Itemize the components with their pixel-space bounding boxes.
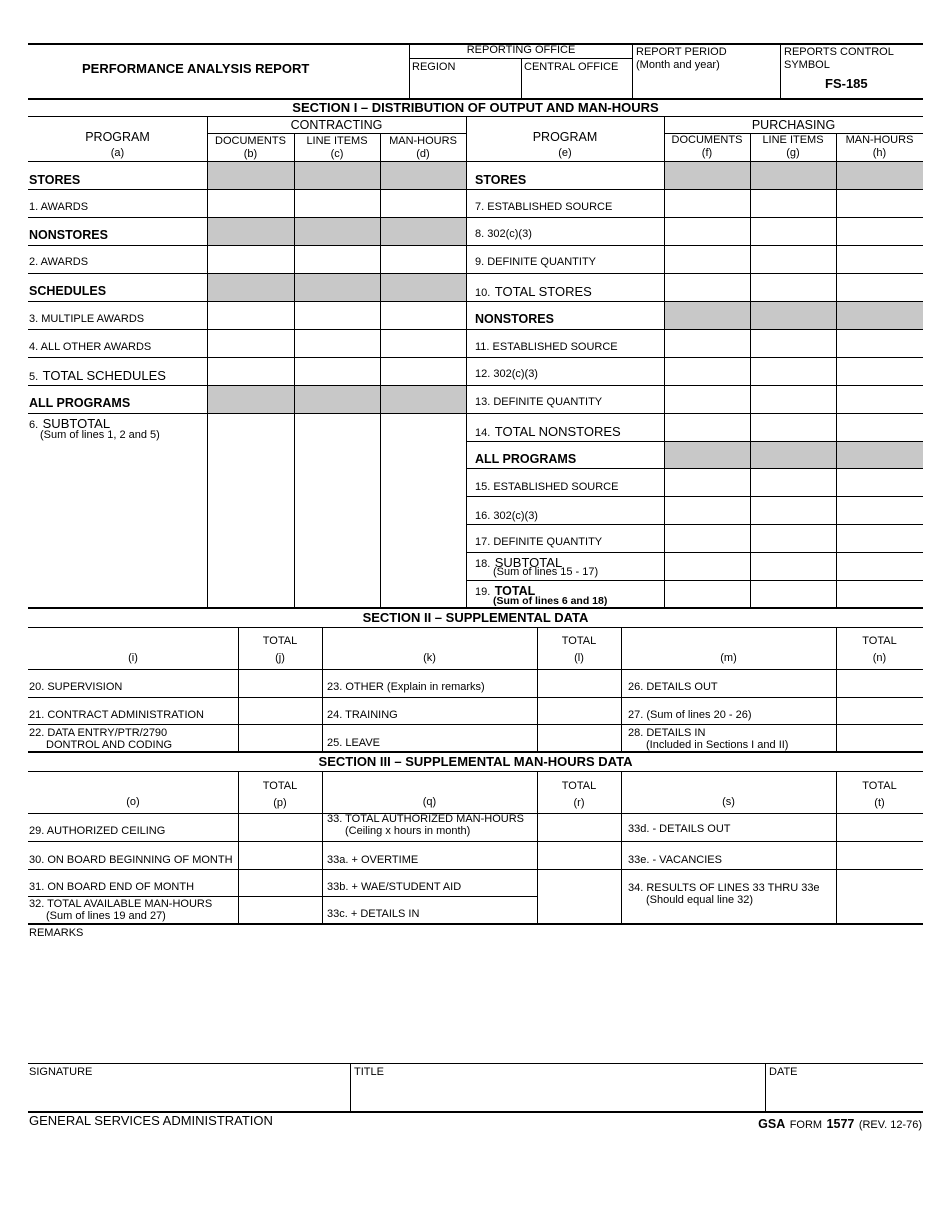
row-label-5: 5. TOTAL SCHEDULES [29, 368, 166, 383]
col-line [322, 771, 323, 923]
row-label-33a: 33a. + OVERTIME [327, 854, 419, 866]
row-label-3: 3. MULTIPLE AWARDS [29, 313, 145, 325]
shaded-cell [751, 442, 836, 468]
col-i: (i) [128, 652, 138, 664]
row-label-nonstores: NONSTORES [29, 228, 108, 242]
date-label: DATE [769, 1066, 798, 1078]
row-label-33: 33. TOTAL AUTHORIZED MAN-HOURS [327, 813, 525, 825]
contracting-header: CONTRACTING [290, 118, 383, 132]
row-label-19-sub: (Sum of lines 6 and 18) [493, 595, 608, 607]
shaded-cell [665, 162, 750, 189]
remarks-label: REMARKS [29, 927, 84, 939]
row-line [466, 496, 923, 497]
form-title: PERFORMANCE ANALYSIS REPORT [82, 61, 310, 76]
divider [28, 1063, 923, 1064]
row-label-2: 2. AWARDS [29, 256, 89, 268]
row-label-15: 15. ESTABLISHED SOURCE [475, 481, 619, 493]
row-line [28, 189, 923, 190]
total-col-p: TOTAL (p) [262, 780, 298, 810]
row-label-28: 28. DETAILS IN [628, 727, 706, 739]
shaded-cell [208, 386, 294, 413]
col-m: (m) [720, 652, 737, 664]
col-line [621, 771, 622, 923]
row-label-17: 17. DEFINITE QUANTITY [475, 536, 603, 548]
row-label-32-sub: (Sum of lines 19 and 27) [46, 910, 166, 922]
man-hours-header-d: MAN-HOURS (d) [389, 135, 457, 161]
row-label-6: 6. SUBTOTAL [29, 416, 111, 431]
shaded-cell [751, 302, 836, 329]
agency-name: GENERAL SERVICES ADMINISTRATION [29, 1113, 273, 1128]
row-label-8: 8. 302(c)(3) [475, 228, 532, 240]
row-line [28, 217, 923, 218]
row-label-nonstores-right: NONSTORES [475, 312, 554, 326]
row-label-20: 20. SUPERVISION [29, 681, 123, 693]
row-label-28-sub: (Included in Sections I and II) [646, 739, 789, 751]
report-period-label: REPORT PERIOD [636, 46, 727, 58]
report-period-sub: (Month and year) [636, 59, 720, 71]
row-label-34-sub: (Should equal line 32) [646, 894, 754, 906]
section-border [28, 607, 923, 609]
row-label-27: 27. (Sum of lines 20 - 26) [628, 709, 752, 721]
section2-title: SECTION II – SUPPLEMENTAL DATA [362, 610, 589, 625]
shaded-cell [381, 218, 466, 245]
row-label-7: 7. ESTABLISHED SOURCE [475, 201, 613, 213]
row-label-33b: 33b. + WAE/STUDENT AID [327, 881, 462, 893]
signature-label: SIGNATURE [29, 1066, 93, 1078]
col-line [380, 133, 381, 608]
row-line [836, 869, 923, 870]
col-line [750, 133, 751, 608]
divider [28, 771, 923, 772]
row-line [28, 413, 923, 414]
row-line [28, 697, 923, 698]
row-line [28, 724, 923, 725]
row-label-33c: 33c. + DETAILS IN [327, 908, 420, 920]
shaded-cell [295, 386, 380, 413]
shaded-cell [381, 386, 466, 413]
row-line [28, 869, 837, 870]
col-line [322, 627, 323, 751]
documents-header-b: DOCUMENTS (b) [215, 135, 286, 161]
reporting-office-label: REPORTING OFFICE [466, 44, 576, 56]
central-office-label: CENTRAL OFFICE [524, 61, 619, 73]
row-label-16: 16. 302(c)(3) [475, 510, 538, 522]
row-label-24: 24. TRAINING [327, 709, 398, 721]
row-label-33-sub: (Ceiling x hours in month) [345, 825, 471, 837]
row-line [28, 669, 923, 670]
total-col-l: TOTAL (l) [561, 635, 597, 665]
section-border [28, 923, 923, 925]
region-label: REGION [412, 61, 456, 73]
row-label-6-sub: (Sum of lines 1, 2 and 5) [40, 429, 160, 441]
divider [28, 116, 923, 117]
col-s: (s) [722, 796, 735, 808]
row-label-stores-right: STORES [475, 173, 527, 187]
line-items-header-c: LINE ITEMS (c) [306, 135, 368, 161]
col-o: (o) [126, 796, 140, 808]
shaded-cell [381, 162, 466, 189]
row-line [466, 468, 923, 469]
program-header-left: PROGRAM (a) [85, 130, 150, 159]
row-label-13: 13. DEFINITE QUANTITY [475, 396, 603, 408]
row-label-18: 18. SUBTOTAL [475, 555, 563, 570]
row-label-21: 21. CONTRACT ADMINISTRATION [29, 709, 205, 721]
man-hours-header-h: MAN-HOURS (h) [845, 134, 914, 160]
col-line [621, 627, 622, 751]
total-col-r: TOTAL (r) [561, 780, 597, 810]
shaded-cell [295, 274, 380, 301]
shaded-cell [381, 274, 466, 301]
row-line [28, 841, 837, 842]
row-label-11: 11. ESTABLISHED SOURCE [475, 341, 618, 353]
documents-header-f: DOCUMENTS (f) [671, 134, 743, 160]
row-label-12: 12. 302(c)(3) [475, 368, 538, 380]
col-q: (q) [422, 796, 437, 808]
row-label-4: 4. ALL OTHER AWARDS [29, 341, 152, 353]
row-label-22: 22. DATA ENTRY/PTR/2790 [29, 727, 168, 739]
col-line [836, 133, 837, 608]
col-line [664, 116, 665, 608]
shaded-cell [751, 162, 836, 189]
row-line [28, 329, 923, 330]
reports-control-label: REPORTS CONTROL [784, 46, 894, 58]
col-line [207, 116, 208, 608]
shaded-cell [295, 162, 380, 189]
row-line [28, 357, 923, 358]
row-label-14: 14. TOTAL NONSTORES [475, 424, 621, 439]
row-line [28, 273, 923, 274]
shaded-cell [837, 442, 923, 468]
row-label-9: 9. DEFINITE QUANTITY [475, 256, 597, 268]
row-line [28, 896, 537, 897]
row-line [466, 580, 923, 581]
title-label: TITLE [354, 1066, 384, 1078]
remarks-area[interactable] [28, 940, 923, 1062]
section3-title: SECTION III – SUPPLEMENTAL MAN-HOURS DATA [318, 754, 633, 769]
signature-field[interactable] [28, 1078, 349, 1110]
col-k: (k) [423, 652, 436, 664]
row-label-34: 34. RESULTS OF LINES 33 THRU 33e [628, 882, 820, 894]
program-header-right: PROGRAM (e) [532, 130, 598, 159]
shaded-cell [295, 218, 380, 245]
row-label-23: 23. OTHER (Explain in remarks) [327, 681, 485, 693]
purchasing-header: PURCHASING [751, 118, 836, 132]
row-line [836, 841, 923, 842]
row-label-all-programs: ALL PROGRAMS [29, 396, 131, 410]
divider [780, 43, 781, 98]
line-items-header-g: LINE ITEMS (g) [762, 134, 824, 160]
row-label-26: 26. DETAILS OUT [628, 681, 718, 693]
col-line [466, 116, 467, 608]
row-label-19: 19. TOTAL [475, 584, 536, 598]
divider [207, 133, 466, 134]
row-label-30: 30. ON BOARD BEGINNING OF MONTH [29, 854, 233, 866]
section1-title: SECTION I – DISTRIBUTION OF OUTPUT AND MAN-HOURS [292, 100, 659, 115]
shaded-cell [208, 218, 294, 245]
row-line [28, 245, 923, 246]
total-col-j: TOTAL (j) [262, 635, 298, 665]
total-col-n: TOTAL (n) [862, 635, 897, 665]
row-label-schedules: SCHEDULES [29, 284, 107, 298]
divider [632, 43, 633, 98]
section-border [28, 751, 923, 753]
symbol-label: SYMBOL [784, 59, 830, 71]
shaded-cell [665, 302, 750, 329]
row-line [466, 552, 923, 553]
row-label-stores: STORES [29, 173, 81, 187]
row-label-22-sub: DONTROL AND CODING [46, 739, 173, 751]
shaded-cell [208, 274, 294, 301]
row-label-29: 29. AUTHORIZED CEILING [29, 825, 166, 837]
shaded-cell [208, 162, 294, 189]
title-field[interactable] [351, 1078, 764, 1110]
form-number: GSA FORM 1577 (REV. 12-76) [758, 1117, 922, 1131]
row-line [466, 524, 923, 525]
row-label-1: 1. AWARDS [29, 201, 89, 213]
total-col-t: TOTAL (t) [862, 780, 897, 810]
control-symbol: FS-185 [825, 76, 868, 91]
shaded-cell [837, 302, 923, 329]
row-label-32: 32. TOTAL AVAILABLE MAN-HOURS [29, 898, 213, 910]
row-label-all-programs-right: ALL PROGRAMS [475, 452, 577, 466]
row-label-10: 10. TOTAL STORES [475, 284, 592, 299]
col-line [294, 133, 295, 608]
row-label-18-sub: (Sum of lines 15 - 17) [493, 566, 599, 578]
row-line [28, 161, 923, 162]
date-field[interactable] [766, 1078, 922, 1110]
divider [28, 627, 923, 628]
row-label-33d: 33d. - DETAILS OUT [628, 823, 731, 835]
shaded-cell [837, 162, 923, 189]
shaded-cell [665, 442, 750, 468]
divider [521, 58, 522, 98]
row-label-31: 31. ON BOARD END OF MONTH [29, 881, 195, 893]
row-label-33e: 33e. - VACANCIES [628, 854, 722, 866]
row-label-25: 25. LEAVE [327, 737, 380, 749]
